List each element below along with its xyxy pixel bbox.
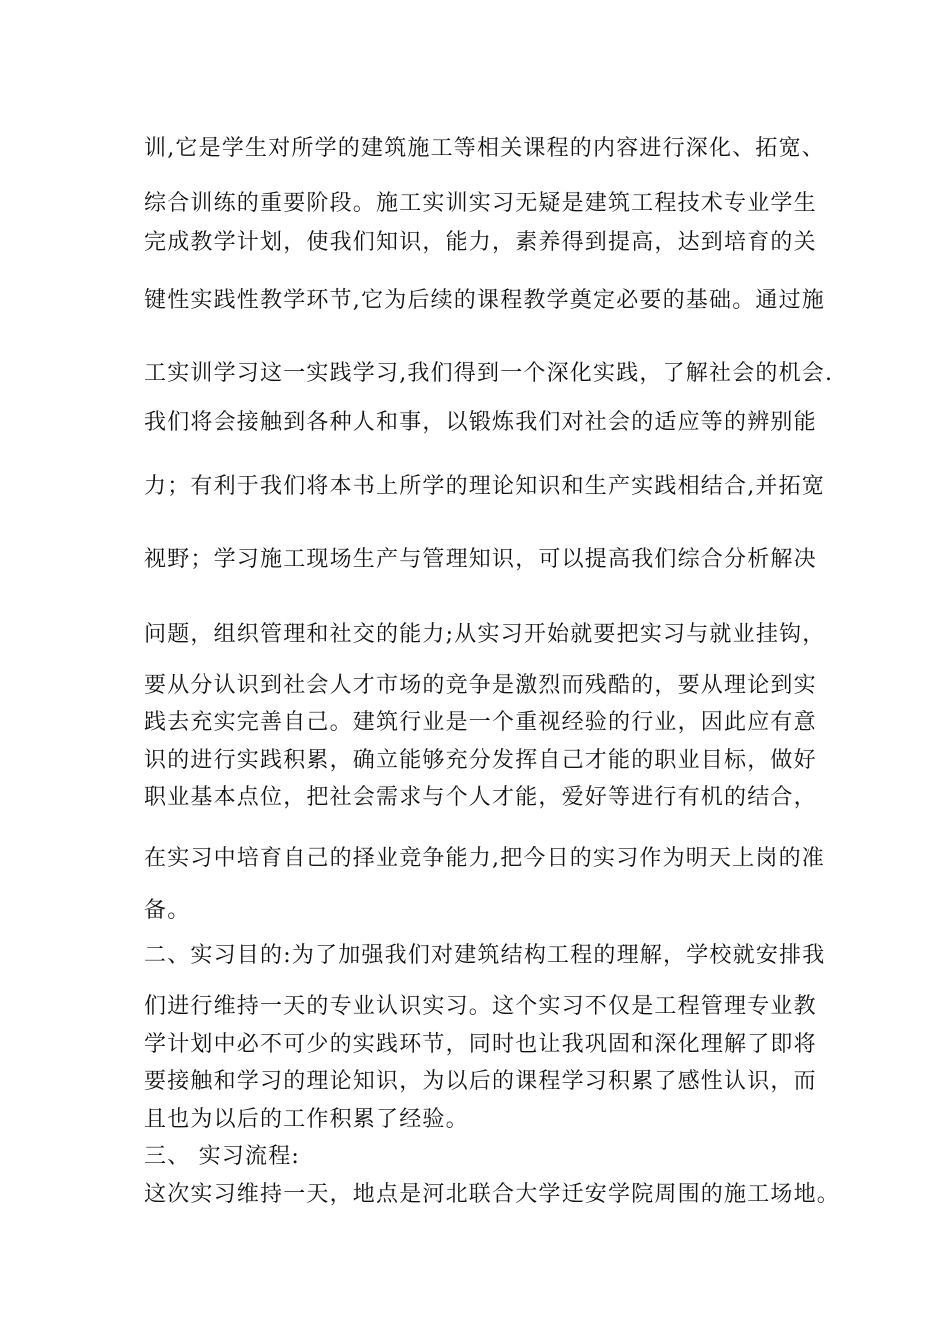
text-line: 学计划中必不可少的实践环节，同时也让我巩固和深化理解了即将: [144, 1032, 817, 1057]
text-line: 践去充实完善自己。建筑行业是一个重视经验的行业，因此应有意: [144, 710, 817, 735]
text-line: 问题，组织管理和社交的能力;从实习开始就要把实习与就业挂钩，: [144, 622, 826, 647]
text-line: 力；有利于我们将本书上所学的理论知识和生产实践相结合,并拓宽: [144, 474, 825, 499]
text-line: 键性实践性教学环节,它为后续的课程教学奠定必要的基础。通过施: [144, 288, 825, 313]
text-line: 我们将会接触到各种人和事，以锻炼我们对社会的适应等的辨别能: [144, 410, 817, 435]
text-line: 训,它是学生对所学的建筑施工等相关课程的内容进行深化、拓宽、: [144, 136, 825, 161]
text-line: 要从分认识到社会人才市场的竞争是激烈而残酷的，要从理论到实: [144, 673, 817, 698]
text-line: 们进行维持一天的专业认识实习。这个实习不仅是工程管理专业教: [144, 994, 817, 1019]
text-line: 识的进行实践积累，确立能够充分发挥自己才能的职业目标，做好: [144, 748, 817, 773]
text-line: 职业基本点位，把社会需求与个人才能，爱好等进行有机的结合，: [144, 785, 817, 810]
text-line: 视野；学习施工现场生产与管理知识，可以提高我们综合分析解决: [144, 547, 817, 572]
text-line: 完成教学计划，使我们知识，能力，素养得到提高，达到培育的关: [144, 230, 817, 255]
text-line: 备。: [144, 898, 191, 923]
text-line: 综合训练的重要阶段。施工实训实习无疑是建筑工程技术专业学生: [144, 191, 817, 216]
text-line: 且也为以后的工作积累了经验。: [144, 1107, 469, 1132]
section-heading: 三、 实习流程:: [144, 1144, 301, 1169]
text-line: 要接触和学习的理论知识，为以后的课程学习积累了感性认识，而: [144, 1069, 817, 1094]
text-line: 这次实习维持一天，地点是河北联合大学迁安学院周围的施工场地。: [144, 1182, 841, 1207]
text-line: 在实习中培育自己的择业竞争能力,把今日的实习作为明天上岗的准: [144, 846, 825, 871]
text-line: 工实训学习这一实践学习,我们得到一个深化实践，了解社会的机会.: [144, 361, 834, 386]
section-heading: 二、实习目的:为了加强我们对建筑结构工程的理解，学校就安排我: [144, 943, 826, 968]
